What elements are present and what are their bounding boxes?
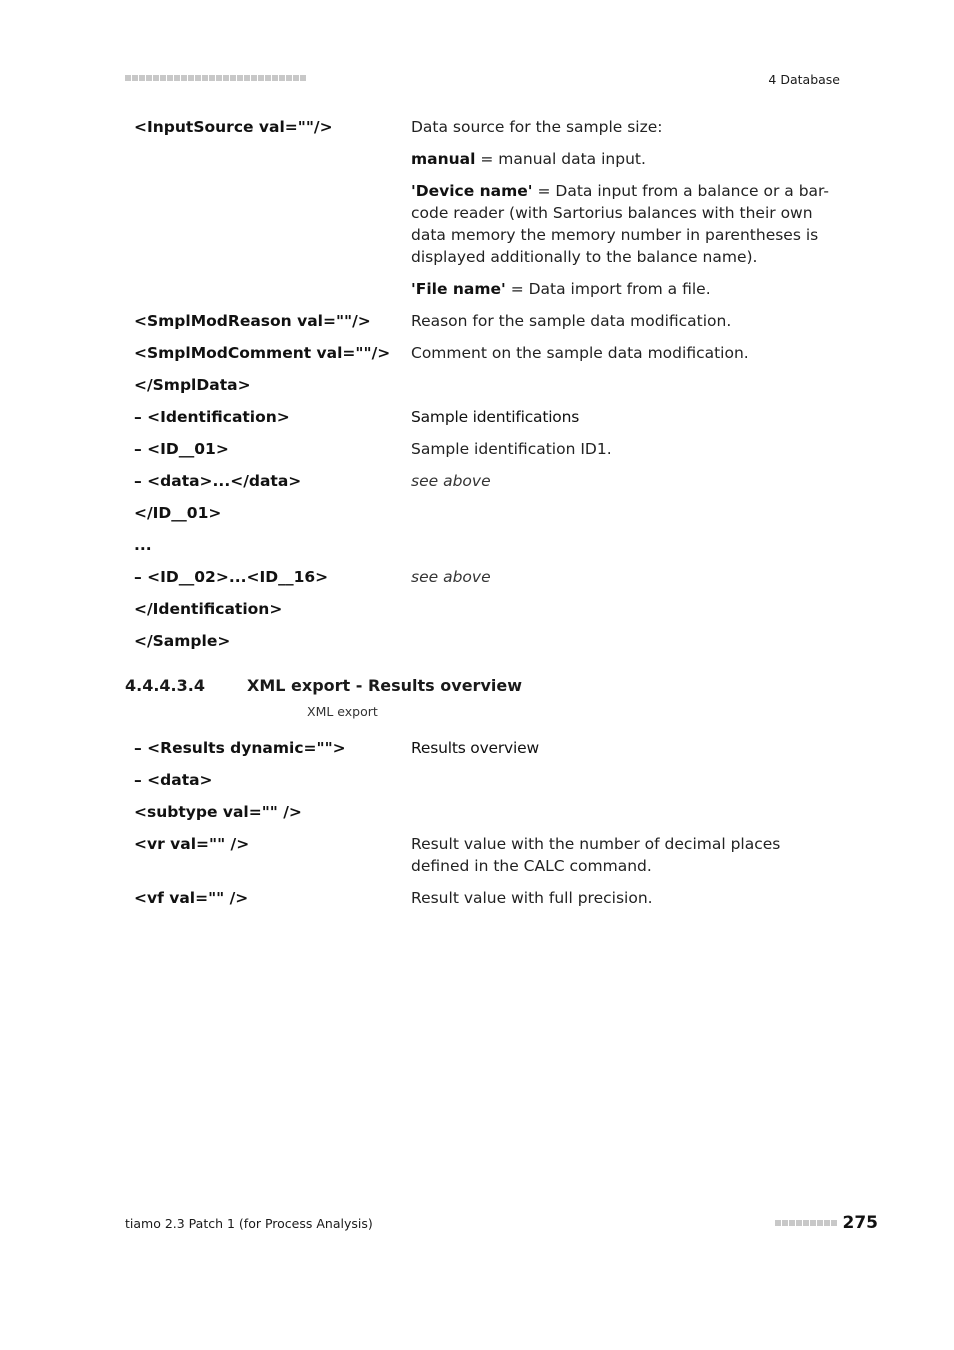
description-text: see above xyxy=(411,568,491,586)
description-paragraph xyxy=(411,470,836,492)
footer-decoration xyxy=(775,1220,837,1226)
square-mark xyxy=(195,75,201,81)
description-paragraph xyxy=(411,737,836,759)
description-term: 'Device name' xyxy=(411,182,533,200)
tag-description xyxy=(411,598,836,620)
description-paragraph xyxy=(411,310,836,332)
description-paragraph xyxy=(411,887,836,909)
xml-tag: </SmplData> xyxy=(134,376,251,394)
square-mark xyxy=(293,75,299,81)
square-mark xyxy=(139,75,145,81)
tag-description xyxy=(411,769,836,791)
square-mark xyxy=(237,75,243,81)
description-paragraph xyxy=(411,833,836,877)
footer-page xyxy=(775,1213,879,1233)
definition-row xyxy=(125,630,845,652)
square-mark xyxy=(803,1220,809,1226)
xml-tag: ... xyxy=(134,536,152,554)
definition-list-bottom xyxy=(125,737,845,919)
tag-description xyxy=(411,374,836,396)
square-mark xyxy=(279,75,285,81)
header-decoration xyxy=(125,75,306,81)
tag-description xyxy=(411,116,836,300)
definition-row xyxy=(125,438,845,460)
square-mark xyxy=(202,75,208,81)
square-mark xyxy=(146,75,152,81)
square-mark xyxy=(782,1220,788,1226)
description-text: Sample identification ID1. xyxy=(411,440,612,458)
description-text: = manual data input. xyxy=(475,150,646,168)
square-mark xyxy=(132,75,138,81)
square-mark xyxy=(775,1220,781,1226)
square-mark xyxy=(272,75,278,81)
description-paragraph xyxy=(411,566,836,588)
description-paragraph xyxy=(411,406,836,428)
description-paragraph xyxy=(411,342,836,364)
definition-row xyxy=(125,374,845,396)
definition-row xyxy=(125,833,845,877)
tag-description xyxy=(411,833,836,877)
square-mark xyxy=(244,75,250,81)
square-mark xyxy=(216,75,222,81)
header-chapter: 4 Database xyxy=(768,72,840,87)
square-mark xyxy=(188,75,194,81)
square-mark xyxy=(125,75,131,81)
definition-row xyxy=(125,801,845,823)
description-text: Reason for the sample data modification. xyxy=(411,312,732,330)
xml-tag: </Identification> xyxy=(134,600,283,618)
description-text: Result value with the number of decimal places defined in the CALC command. xyxy=(411,835,781,875)
xml-tag: <SmplModComment val=""/> xyxy=(134,344,391,362)
definition-row xyxy=(125,534,845,556)
square-mark xyxy=(789,1220,795,1226)
xml-tag: – <ID__02>...<ID__16> xyxy=(134,568,329,586)
description-paragraph xyxy=(411,148,836,170)
xml-tag: <SmplModReason val=""/> xyxy=(134,312,371,330)
section-subtitle: XML export xyxy=(307,704,378,719)
definition-row xyxy=(125,887,845,909)
xml-tag: </ID__01> xyxy=(134,504,222,522)
tag-description xyxy=(411,470,836,492)
tag-description xyxy=(411,887,836,909)
description-paragraph xyxy=(411,438,836,460)
square-mark xyxy=(286,75,292,81)
tag-description xyxy=(411,502,836,524)
page-number: 275 xyxy=(842,1213,878,1233)
xml-tag: <vf val="" /> xyxy=(134,889,249,907)
description-term: manual xyxy=(411,150,476,168)
tag-description xyxy=(411,801,836,823)
description-text: Results overview xyxy=(411,739,539,757)
xml-tag: <InputSource val=""/> xyxy=(134,118,333,136)
definition-row xyxy=(125,406,845,428)
xml-tag: – <Results dynamic=""> xyxy=(134,739,346,757)
description-text: see above xyxy=(411,472,491,490)
tag-description xyxy=(411,342,836,364)
description-term: 'File name' xyxy=(411,280,506,298)
square-mark xyxy=(153,75,159,81)
square-mark xyxy=(160,75,166,81)
square-mark xyxy=(300,75,306,81)
square-mark xyxy=(831,1220,837,1226)
definition-row xyxy=(125,769,845,791)
xml-tag: </Sample> xyxy=(134,632,231,650)
description-text: = Data import from a file. xyxy=(505,280,711,298)
tag-description xyxy=(411,534,836,556)
xml-tag: – <ID__01> xyxy=(134,440,229,458)
xml-tag: – <data> xyxy=(134,771,213,789)
square-mark xyxy=(167,75,173,81)
square-mark xyxy=(258,75,264,81)
square-mark xyxy=(209,75,215,81)
description-text: Comment on the sample data modification. xyxy=(411,344,749,362)
definition-list-top xyxy=(125,116,845,662)
square-mark xyxy=(824,1220,830,1226)
footer-product: tiamo 2.3 Patch 1 (for Process Analysis) xyxy=(125,1216,373,1231)
square-mark xyxy=(181,75,187,81)
square-mark xyxy=(817,1220,823,1226)
definition-row xyxy=(125,116,845,300)
description-text: Result value with full precision. xyxy=(411,889,653,907)
square-mark xyxy=(796,1220,802,1226)
description-text: Data source for the sample size: xyxy=(411,118,663,136)
definition-row xyxy=(125,566,845,588)
definition-row xyxy=(125,470,845,492)
definition-row xyxy=(125,310,845,332)
tag-description xyxy=(411,630,836,652)
definition-row xyxy=(125,598,845,620)
tag-description xyxy=(411,566,836,588)
description-paragraph xyxy=(411,278,836,300)
description-text: Sample identifications xyxy=(411,408,580,426)
xml-tag: <vr val="" /> xyxy=(134,835,250,853)
tag-description xyxy=(411,406,836,428)
square-mark xyxy=(174,75,180,81)
square-mark xyxy=(223,75,229,81)
tag-description xyxy=(411,737,836,759)
section-title: XML export - Results overview xyxy=(247,676,522,695)
description-text: = Data input from a balance or a bar-code reader (with Sartorius balances with their own data memory the memory number in parentheses is displayed additionally to the balance name). xyxy=(411,182,830,266)
xml-tag: <subtype val="" /> xyxy=(134,803,302,821)
definition-row xyxy=(125,737,845,759)
description-paragraph xyxy=(411,116,836,138)
square-mark xyxy=(265,75,271,81)
section-number: 4.4.4.3.4 xyxy=(125,676,205,695)
description-paragraph xyxy=(411,180,836,268)
xml-tag: – <data>...</data> xyxy=(134,472,302,490)
square-mark xyxy=(230,75,236,81)
tag-description xyxy=(411,438,836,460)
square-mark xyxy=(810,1220,816,1226)
xml-tag: – <Identification> xyxy=(134,408,290,426)
tag-description xyxy=(411,310,836,332)
definition-row xyxy=(125,342,845,364)
definition-row xyxy=(125,502,845,524)
square-mark xyxy=(251,75,257,81)
